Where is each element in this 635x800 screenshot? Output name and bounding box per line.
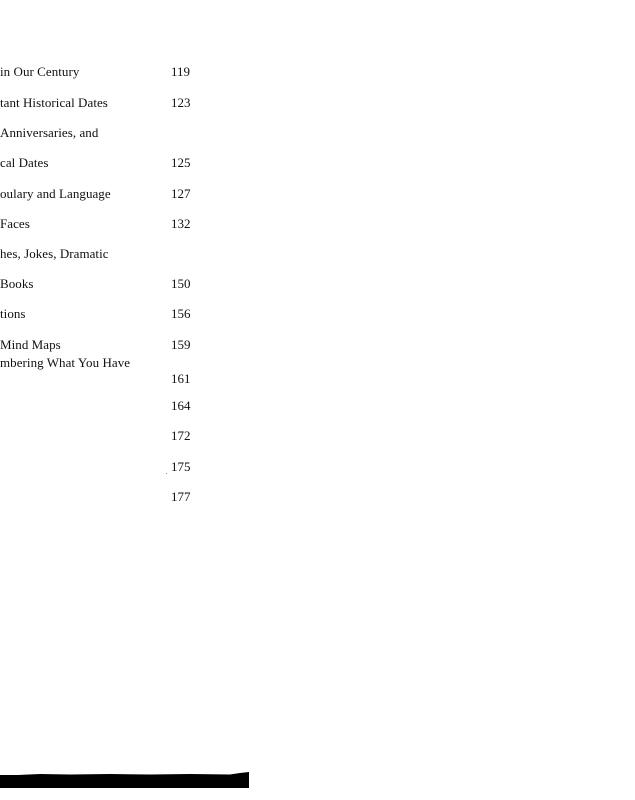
toc-page-number: 123 [171, 95, 191, 110]
toc-page-number: 177 [171, 489, 191, 504]
toc-entry-text: Mind Maps [0, 337, 61, 352]
toc-entry-text: cal Dates [0, 155, 49, 170]
toc-page-number: 125 [171, 155, 191, 170]
toc-entry-text: tant Historical Dates [0, 95, 108, 110]
toc-page-number: 161 [171, 371, 191, 386]
toc-entry-text: Books [0, 276, 34, 291]
toc-page-number: 119 [171, 64, 191, 79]
toc-entry-text: tions [0, 306, 26, 321]
toc-page-number: 156 [171, 306, 191, 321]
toc-entry-text: Faces [0, 216, 30, 231]
scan-speck [166, 473, 167, 474]
toc-page-number: 164 [171, 398, 191, 413]
toc-page-number: 175 [171, 459, 191, 474]
toc-entry-text: oulary and Language [0, 186, 111, 201]
toc-page-number: 132 [171, 216, 191, 231]
toc-page-number: 159 [171, 337, 191, 352]
toc-page-number: 127 [171, 186, 191, 201]
toc-page-number: 172 [171, 428, 191, 443]
toc-entry-text: Anniversaries, and [0, 125, 99, 140]
toc-entry-text: hes, Jokes, Dramatic [0, 246, 109, 261]
scan-edge-bar [0, 772, 249, 788]
toc-entry-text: in Our Century [0, 64, 80, 79]
toc-page-number: 150 [171, 276, 191, 291]
toc-entry-text: mbering What You Have [0, 355, 131, 370]
